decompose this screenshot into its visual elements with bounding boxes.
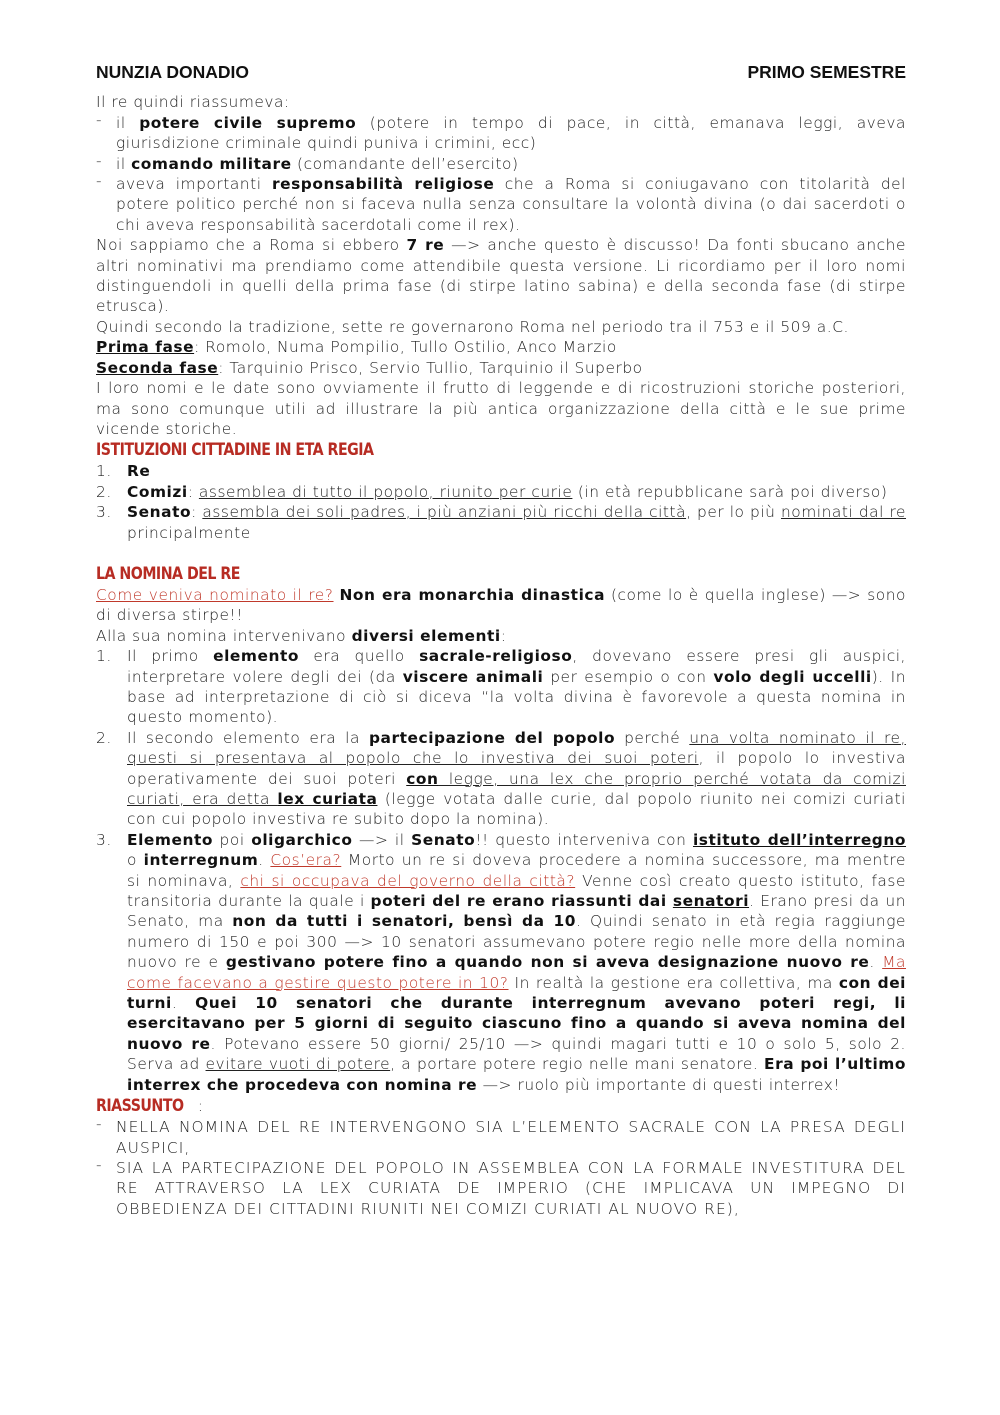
institutions-list [96,461,906,543]
tradition-paragraph: Quindi secondo la tradizione, sette re governarono Roma nel periodo tra il 753 e il 509 a.C. [96,317,849,336]
summary-heading-line: RIASSUNTO : [96,1096,204,1116]
summary-list [96,1117,906,1219]
section-heading-nomination: LA NOMINA DEL RE [96,563,240,583]
nomination-question: Come veniva nominato il re? Non era monarchia dinastica (come lo è quella inglese) —> sono di diversa stirpe!! [96,585,906,625]
section-heading-summary: RIASSUNTO [96,1096,184,1116]
page-content [96,62,906,1219]
author-name: NUNZIA DONADIO [96,62,249,82]
list-item: 3. Senato: assembla dei soli padres, i più anziani più ricchi della città, per lo più nominati dal re principalmente [96,503,907,542]
list-item: ‑ aveva importanti responsabilità religiose che a Roma si coniugavano con titolarità del potere politico perché non si faceva nulla senza consultare la volontà divina (o dai sacerdoti o chi aveva responsabilità sacerdotali come il rex). [96,174,906,235]
list-item: ‑ il comando militare (comandante dell’esercito) [96,154,906,174]
list-item: ‑ NELLA NOMINA DEL RE INTERVENGONO SIA L’ELEMENTO SACRALE CON LA PRESA DEGLI AUSPICI, [96,1117,906,1158]
semester-label: PRIMO SEMESTRE [747,62,906,82]
list-item: 3. Elemento poi oligarchico —> il Senato!! questo interveniva con istituto dell’interregno o interregnum. Cos’era? Morto un re si doveva procedere a nomina successore, ma mentre si nominava, chi si occupava del governo della città? Venne così creato questo istituto, fase transitoria durante la quale i poteri del re erano riassunti dai senatori. Erano presi da un Senato, ma non da tutti i senatori, bensì da 10. Quindi senato in età regia raggiunge numero di 150 e poi 300 —> 10 senatori assumevano potere regio nelle more della nomina nuovo re e gestivano potere fino a quando non si aveva designazione nuovo re. Ma come facevano a gestire questo potere in 10? In realtà la gestione era collettiva, ma con dei turni. Quei 10 senatori che durante interregnum avevano poteri regi, li esercitavano per 5 giorni di seguito ciascuno fino a quando si aveva nomina del nuovo re. Potevano essere 50 giorni/ 25/10 —> quindi magari tutti e 10 o solo 5, solo 2. Serva ad evitare vuoti di potere, a portare potere regio nelle mani senatore. Era poi l’ultimo interrex che procedeva con nomina re —> ruolo più importante di questi interrex! [96,830,907,1094]
list-item: ‑ il potere civile supremo (potere in tempo di pace, in città, emanava leggi, aveva giurisdizione criminale quindi puniva i crimini, ecc) [96,113,906,154]
phase-one-line: Prima fase: Romolo, Numa Pompilio, Tullo Ostilio, Anco Marzio [96,338,617,357]
list-item: 2. Comizi: assemblea di tutto il popolo, riunito per curie (in età repubblicane sarà poi diverso) [96,482,888,501]
list-item: ‑ SIA LA PARTECIPAZIONE DEL POPOLO IN ASSEMBLEA CON LA FORMALE INVESTITURA DEL RE ATTRAVERSO LA LEX CURIATA DE IMPERIO (CHE IMPLICAVA UN IMPEGNO DI OBBEDIENZA DEI CITTADINI RIUNITI NEI COMIZI CURIATI AL NUOVO RE), [96,1158,906,1219]
list-item: 2. Il secondo elemento era la partecipazione del popolo perché una volta nominato il re, questi si presentava al popolo che lo investiva dei suoi poteri, il popolo lo investiva operativamente dei suoi poteri con legge, una lex che proprio perché votata da comizi curiati, era detta lex curiata (legge votata dalle curie, dal popolo riunito nei comizi curiati con cui popolo investiva re subito dopo la nomina). [96,728,907,829]
intro-line: Il re quindi riassumeva: [96,93,290,112]
nomination-elements-list [96,646,906,1095]
king-powers-list [96,113,906,235]
list-item: 1. Re [96,462,151,481]
elements-intro: Alla sua nomina intervenivano diversi elementi: [96,626,507,645]
page-header [96,62,906,82]
phase-two-line: Seconda fase: Tarquinio Prisco, Servio Tullio, Tarquinio il Superbo [96,358,643,377]
section-heading-institutions: ISTITUZIONI CITTADINE IN ETA REGIA [96,440,374,460]
list-item: 1. Il primo elemento era quello sacrale-religioso, dovevano essere presi gli auspici, interpretare volere degli dei (da viscere animali per esempio o con volo degli uccelli). In base ad interpretazione di ciò si diceva “la volta divina è favorevole a questa nomina in questo momento). [96,647,906,727]
names-paragraph: I loro nomi e le date sono ovviamente il frutto di leggende e di ricostruzioni storiche posteriori, ma sono comunque utili ad illustrare la più antica organizzazione della città e le sue prime vicende storiche. [96,379,906,438]
kings-paragraph: Noi sappiamo che a Roma si ebbero 7 re —> anche questo è discusso! Da fonti sbucano anche altri nominativi ma prendiamo come attendibile questa versione. Li ricordiamo per il loro nomi distinguendoli in quelli della prima fase (di stirpe latino sabina) e della seconda fase (di stirpe etrusca). [96,236,907,316]
